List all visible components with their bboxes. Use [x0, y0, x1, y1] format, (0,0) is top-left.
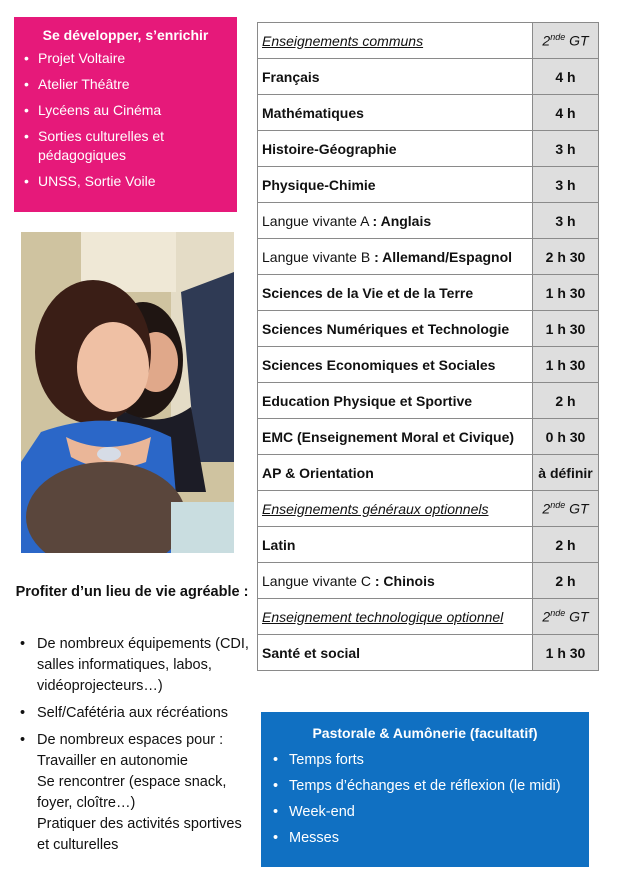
living-space-item [20, 703, 252, 724]
table-row [258, 95, 599, 131]
activities-title: Se développer, s’enrichir [42, 27, 209, 43]
level-label: 2nde GT [533, 491, 599, 527]
table-row [258, 455, 599, 491]
table-row [258, 311, 599, 347]
activity-item: • Lycéens au Cinéma [24, 101, 227, 120]
course-name: Mathématiques [258, 95, 533, 131]
course-name: Sciences de la Vie et de la Terre [258, 275, 533, 311]
course-hours: 2 h [533, 527, 599, 563]
course-hours: 3 h [533, 203, 599, 239]
course-name: Latin [258, 527, 533, 563]
section-row [258, 491, 599, 527]
table-row [258, 131, 599, 167]
living-space-title: Profiter d’un lieu de vie agréable : [15, 584, 249, 600]
course-hours: 1 h 30 [533, 311, 599, 347]
level-label: 2nde GT [533, 599, 599, 635]
table-row [258, 347, 599, 383]
living-space-item [20, 730, 252, 856]
course-hours: 3 h [533, 131, 599, 167]
table-row [258, 203, 599, 239]
pastorale-title: Pastorale & Aumônerie (facultatif) [312, 725, 538, 741]
item-text: De nombreux équipements (CDI, salles informatiques, labos, vidéoprojecteurs…) [37, 636, 249, 694]
course-hours: 1 h 30 [533, 347, 599, 383]
course-hours: 2 h [533, 563, 599, 599]
course-name: Français [258, 59, 533, 95]
table-row [258, 59, 599, 95]
course-name: Education Physique et Sportive [258, 383, 533, 419]
course-name: Histoire-Géographie [258, 131, 533, 167]
section-label: Enseignement technologique optionnel [258, 599, 533, 635]
pastorale-item: • Messes [273, 829, 577, 848]
activity-item: • Atelier Théâtre [24, 75, 227, 94]
course-hours: 4 h [533, 95, 599, 131]
item-text: Self/Cafétéria aux récréations [37, 705, 229, 721]
pastorale-item: • Week-end [273, 803, 577, 822]
table-row [258, 419, 599, 455]
pastorale-item: • Temps d’échanges et de réflexion (le midi) [273, 777, 577, 796]
course-name: Santé et social [258, 635, 533, 671]
course-name: Langue vivante A : Anglais [258, 203, 533, 239]
course-name: EMC (Enseignement Moral et Civique) [258, 419, 533, 455]
course-hours: à définir [533, 455, 599, 491]
students-photo [21, 232, 234, 553]
pastorale-item: • Temps forts [273, 751, 577, 770]
course-hours: 1 h 30 [533, 275, 599, 311]
section-label: Enseignements communs [258, 23, 533, 59]
course-hours: 3 h [533, 167, 599, 203]
living-space-item [20, 634, 252, 697]
section-row [258, 23, 599, 59]
course-name: Sciences Numériques et Technologie [258, 311, 533, 347]
course-hours: 4 h [533, 59, 599, 95]
item-text: De nombreux espaces pour : [37, 732, 224, 748]
course-name: Physique-Chimie [258, 167, 533, 203]
section-row [258, 599, 599, 635]
table-row [258, 167, 599, 203]
table-row [258, 275, 599, 311]
course-hours: 2 h 30 [533, 239, 599, 275]
activity-item: • Sorties culturelles et pédagogiques [24, 127, 227, 165]
course-name: Sciences Economiques et Sociales [258, 347, 533, 383]
level-label: 2nde GT [533, 23, 599, 59]
course-hours: 1 h 30 [533, 635, 599, 671]
courses-table [257, 22, 599, 671]
pastorale-list [273, 751, 577, 848]
activity-item: • Projet Voltaire [24, 49, 227, 68]
activities-list [24, 49, 227, 191]
table-row [258, 527, 599, 563]
course-name: Langue vivante B : Allemand/Espagnol [258, 239, 533, 275]
sub-item: Travailler en autonomie [37, 753, 188, 769]
table-row [258, 635, 599, 671]
living-space-list [20, 634, 252, 862]
section-label: Enseignements généraux optionnels [258, 491, 533, 527]
table-row [258, 563, 599, 599]
activity-item: • UNSS, Sortie Voile [24, 172, 227, 191]
table-row [258, 383, 599, 419]
course-name: AP & Orientation [258, 455, 533, 491]
course-name: Langue vivante C : Chinois [258, 563, 533, 599]
course-hours: 0 h 30 [533, 419, 599, 455]
sub-item: Pratiquer des activités sportives et culturelles [37, 816, 242, 853]
table-row [258, 239, 599, 275]
pastorale-box [261, 712, 589, 867]
course-hours: 2 h [533, 383, 599, 419]
activities-box [14, 17, 237, 212]
sub-item: Se rencontrer (espace snack, foyer, cloître…) [37, 774, 227, 811]
